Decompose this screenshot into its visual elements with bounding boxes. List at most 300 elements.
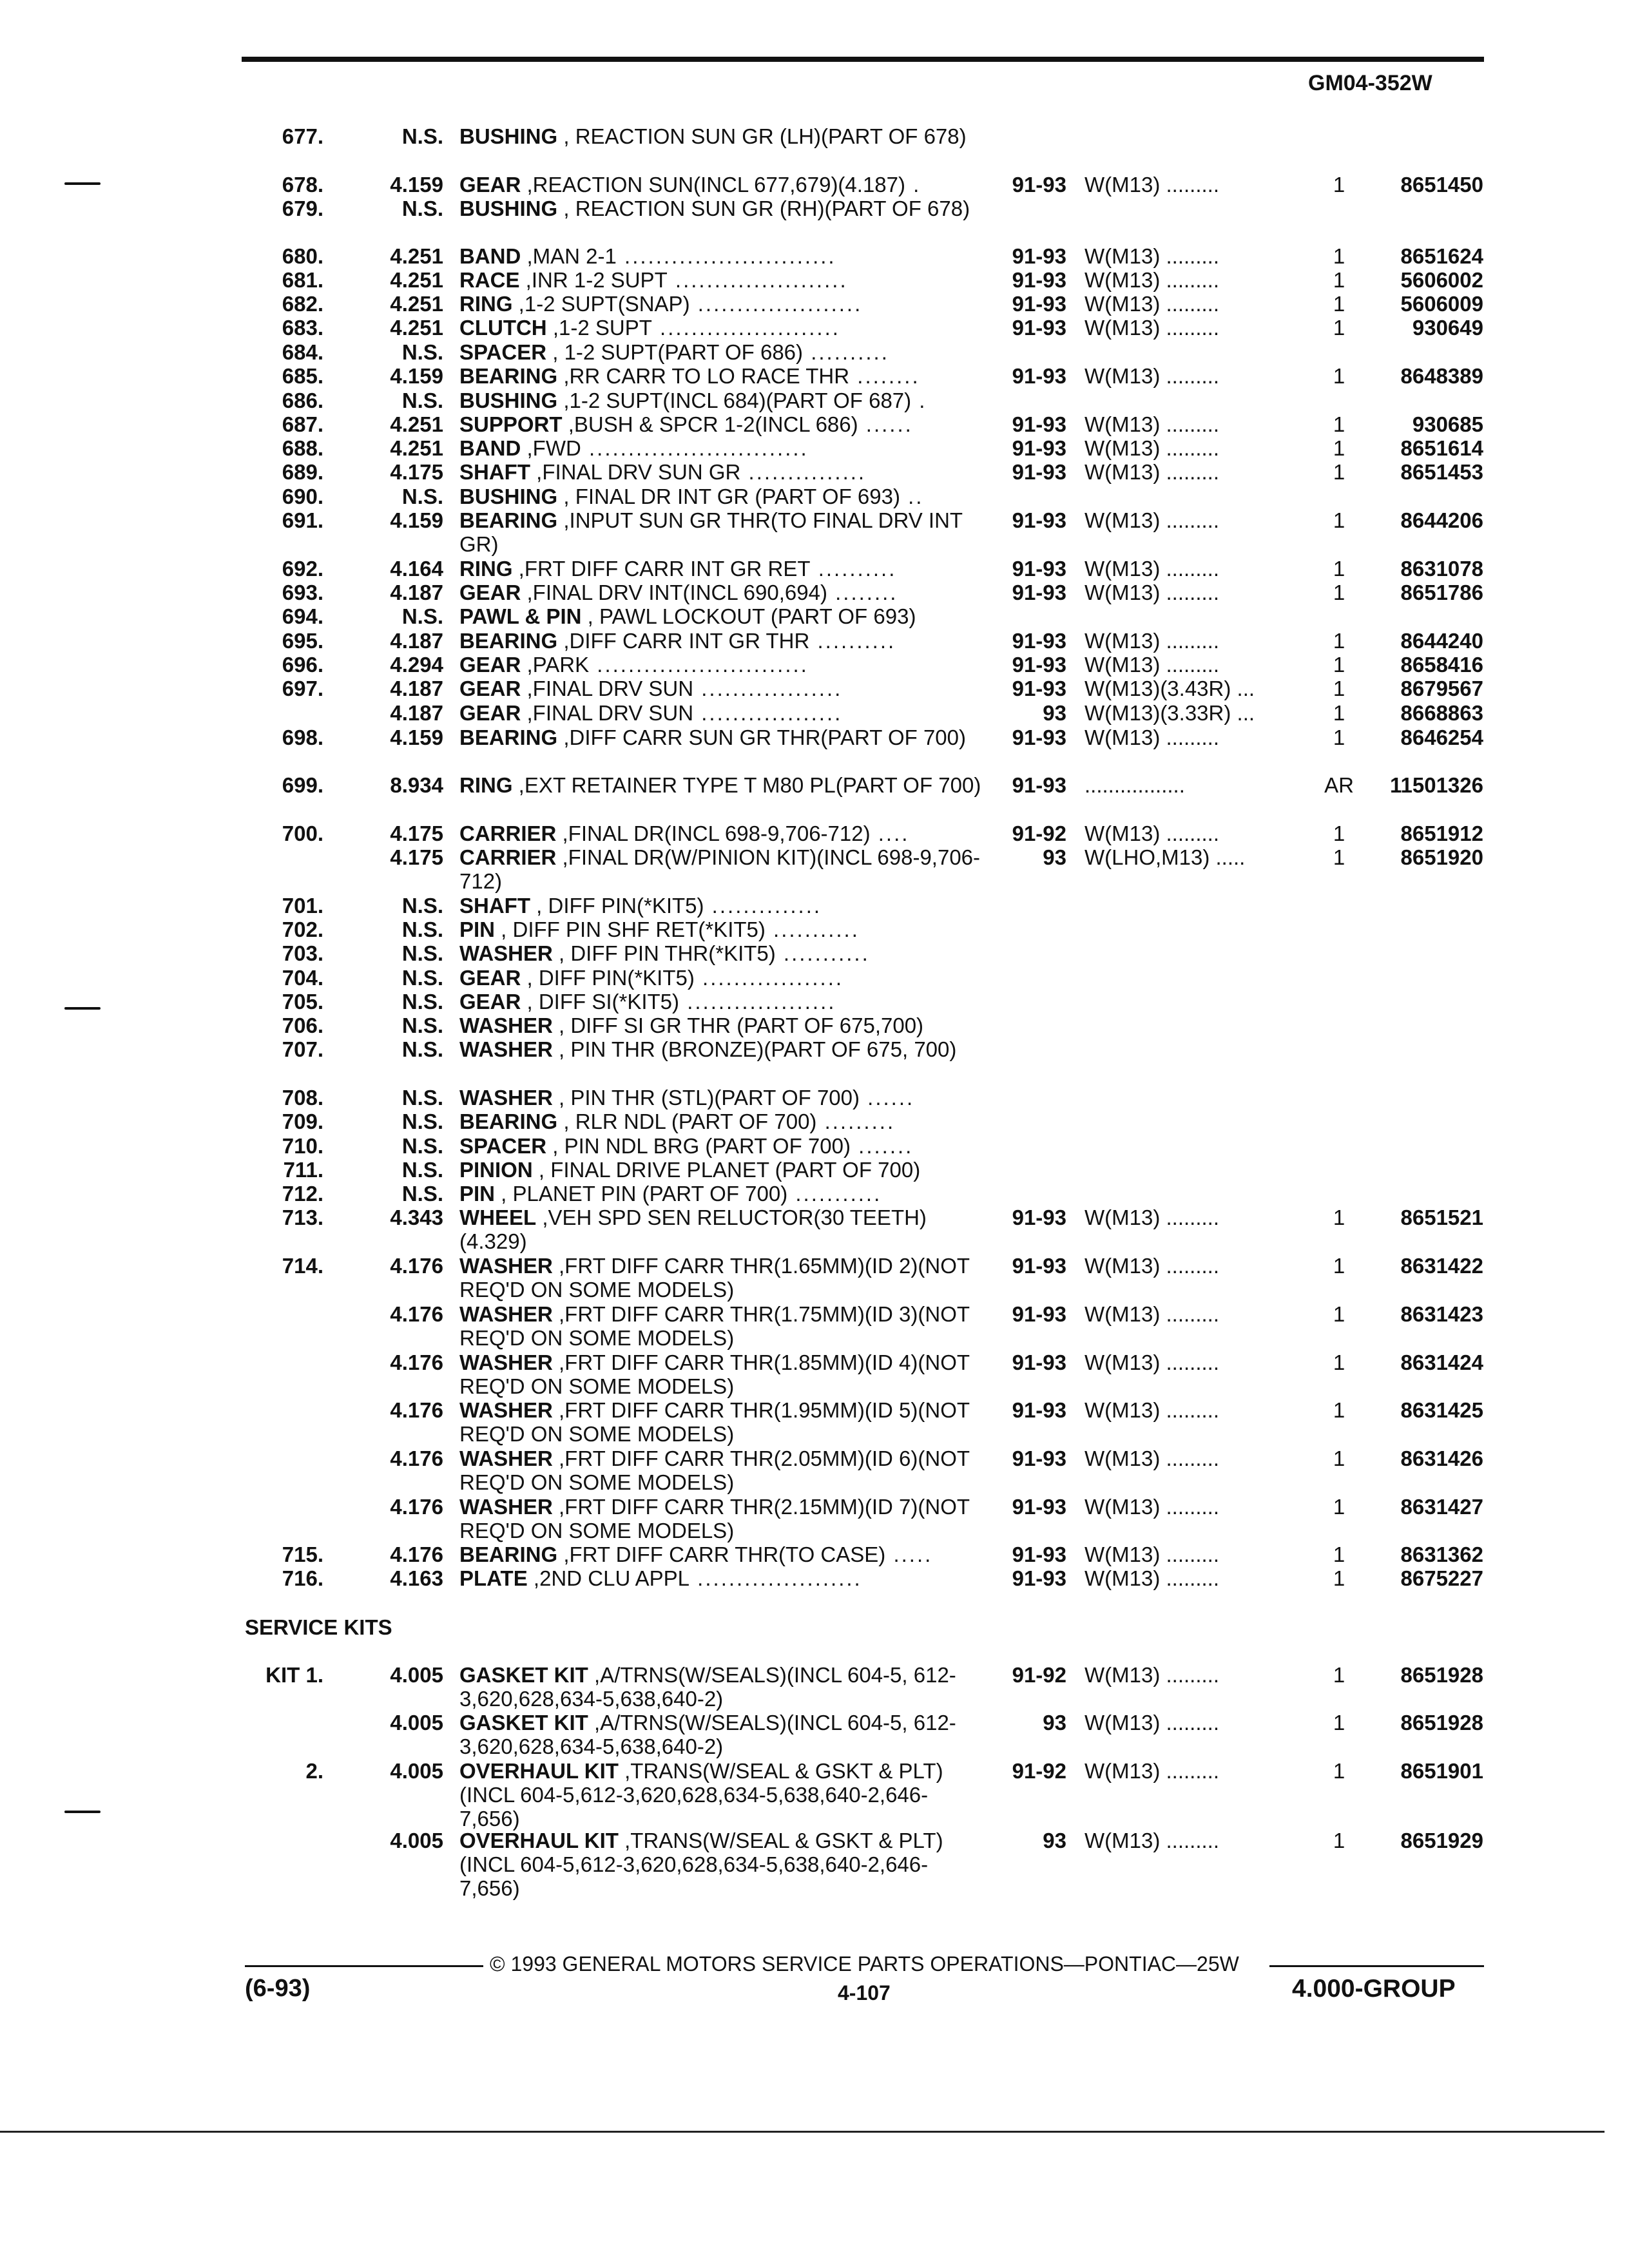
part-description — [459, 966, 988, 990]
part-number: 8651929 — [1400, 1829, 1483, 1852]
part-name: BEARING — [459, 1110, 558, 1133]
item-number: 690. — [282, 485, 323, 508]
part-detail: ,VEH SPD SEN RELUCTOR(30 TEETH)(4.329) — [459, 1206, 927, 1253]
illustration-group: 4.176 — [390, 1302, 443, 1326]
part-number: 8631425 — [1400, 1398, 1483, 1422]
part-name: GEAR — [459, 677, 521, 700]
leader-dots: ..................... — [689, 1566, 862, 1590]
part-description — [459, 726, 988, 749]
part-detail: ,FWD — [521, 436, 581, 460]
model-years: 91-93 — [1012, 460, 1066, 484]
part-number: 8631424 — [1400, 1350, 1483, 1374]
part-number: 8631427 — [1400, 1495, 1483, 1519]
illustration-group: 4.294 — [390, 653, 443, 677]
part-description — [459, 1350, 988, 1398]
part-name: RING — [459, 557, 513, 581]
part-description — [459, 508, 988, 556]
item-number: 708. — [282, 1086, 323, 1110]
part-number: 8668863 — [1400, 701, 1483, 725]
part-detail: ,DIFF CARR SUN GR THR(PART OF 700) — [557, 726, 966, 749]
illustration-group: 4.251 — [390, 244, 443, 268]
usage-code: W(M13) ......... — [1084, 1663, 1220, 1687]
item-number: 712. — [282, 1182, 323, 1206]
quantity: 1 — [1333, 1711, 1345, 1735]
usage-code: W(M13) ......... — [1084, 1350, 1220, 1374]
part-detail: ,A/TRNS(W/SEALS)(INCL 604-5, 612-3,620,628,634-5,638,640-2) — [459, 1663, 956, 1711]
part-description — [459, 822, 988, 845]
leader-dots: ...... — [858, 412, 913, 436]
part-number: 8631423 — [1400, 1302, 1483, 1326]
part-number: 8651928 — [1400, 1711, 1483, 1735]
usage-code: W(M13) ......... — [1084, 1398, 1220, 1422]
part-number: 8651453 — [1400, 460, 1483, 484]
part-description — [459, 1158, 988, 1182]
usage-code: W(M13) ......... — [1084, 244, 1220, 268]
part-number: 8651786 — [1400, 581, 1483, 604]
model-years: 91-93 — [1012, 581, 1066, 604]
part-number: 5606009 — [1400, 292, 1483, 316]
part-description — [459, 1254, 988, 1302]
usage-code: W(M13) ......... — [1084, 1446, 1220, 1470]
item-number: 688. — [282, 436, 323, 460]
illustration-group: 4.251 — [390, 436, 443, 460]
item-number: 677. — [282, 124, 323, 148]
model-years: 91-93 — [1012, 508, 1066, 532]
leader-dots: .................. — [693, 701, 843, 725]
part-name: WHEEL — [459, 1206, 537, 1229]
part-row — [0, 197, 1629, 248]
part-row — [0, 1759, 1629, 1831]
item-number: 695. — [282, 629, 323, 653]
part-row — [0, 1350, 1629, 1402]
part-description — [459, 173, 988, 197]
part-description — [459, 701, 988, 725]
part-description — [459, 316, 988, 340]
item-number: 680. — [282, 244, 323, 268]
part-description — [459, 1206, 988, 1253]
illustration-group: N.S. — [401, 197, 443, 220]
illustration-group: 4.159 — [390, 726, 443, 749]
model-years: 91-93 — [1012, 436, 1066, 460]
part-name: BUSHING — [459, 197, 558, 220]
part-name: BEARING — [459, 1542, 558, 1566]
part-detail: ,FRT DIFF CARR INT GR RET — [512, 557, 811, 581]
usage-code: W(M13) ......... — [1084, 1495, 1220, 1519]
part-description — [459, 918, 988, 941]
part-description — [459, 1182, 988, 1206]
item-number: 709. — [282, 1110, 323, 1133]
illustration-group: 4.175 — [390, 460, 443, 484]
item-number: 714. — [282, 1254, 323, 1278]
leader-dots: ........................... — [589, 653, 809, 677]
part-name: BAND — [459, 244, 521, 268]
item-number: 710. — [282, 1134, 323, 1158]
part-description — [459, 941, 988, 965]
item-number: 698. — [282, 726, 323, 749]
part-name: WASHER — [459, 1014, 553, 1037]
part-name: WASHER — [459, 1398, 553, 1422]
quantity: 1 — [1333, 508, 1345, 532]
part-detail: ,INR 1-2 SUPT — [519, 268, 668, 292]
part-row — [0, 1495, 1629, 1546]
part-row — [0, 1302, 1629, 1354]
quantity: 1 — [1333, 412, 1345, 436]
part-name: GEAR — [459, 990, 521, 1014]
illustration-group: 4.005 — [390, 1711, 443, 1735]
part-name: SHAFT — [459, 460, 530, 484]
part-number: 11501326 — [1389, 773, 1483, 797]
leader-dots: .......... — [810, 557, 897, 581]
revision-date: (6-93) — [245, 1975, 311, 2002]
usage-code: W(M13) ......... — [1084, 1542, 1220, 1566]
part-name: OVERHAUL KIT — [459, 1759, 619, 1783]
item-number: 685. — [282, 364, 323, 388]
part-detail: , PIN NDL BRG (PART OF 700) — [546, 1134, 851, 1158]
item-number: 689. — [282, 460, 323, 484]
part-name: RING — [459, 773, 513, 797]
part-description — [459, 1829, 988, 1900]
part-description — [459, 124, 988, 148]
leader-dots: .............. — [704, 894, 822, 918]
quantity: 1 — [1333, 1446, 1345, 1470]
part-number: 8644240 — [1400, 629, 1483, 653]
quantity: 1 — [1333, 316, 1345, 340]
part-name: WASHER — [459, 1350, 553, 1374]
page-number: 4-107 — [838, 1981, 891, 2004]
footer-rule-right — [1269, 1965, 1484, 1967]
illustration-group: 8.934 — [390, 773, 443, 797]
part-description — [459, 292, 988, 316]
usage-code: W(M13) ......... — [1084, 1759, 1220, 1783]
illustration-group: 4.176 — [390, 1542, 443, 1566]
part-description — [459, 1446, 988, 1494]
illustration-group: N.S. — [401, 1086, 443, 1110]
quantity: 1 — [1333, 1566, 1345, 1590]
part-number: 8644206 — [1400, 508, 1483, 532]
leader-dots: ........................... — [616, 244, 836, 268]
part-detail: ,EXT RETAINER TYPE T M80 PL(PART OF 700) — [512, 773, 981, 797]
part-description — [459, 990, 988, 1014]
part-detail: ,TRANS(W/SEAL & GSKT & PLT)(INCL 604-5,612-3,620,628,634-5,638,640-2,646-7,656) — [459, 1829, 943, 1900]
part-row — [0, 1566, 1629, 1618]
leader-dots: .................. — [693, 677, 843, 700]
part-row — [0, 1206, 1629, 1257]
part-description — [459, 629, 988, 653]
item-number: KIT 1. — [265, 1663, 323, 1687]
usage-code: W(M13) ......... — [1084, 1566, 1220, 1590]
model-years: 91-93 — [1012, 1350, 1066, 1374]
model-years: 91-93 — [1012, 1566, 1066, 1590]
part-name: GEAR — [459, 581, 521, 604]
part-name: PINION — [459, 1158, 533, 1182]
item-number: 697. — [282, 677, 323, 700]
item-number: 684. — [282, 340, 323, 364]
model-years: 91-93 — [1012, 173, 1066, 197]
illustration-group: 4.163 — [390, 1566, 443, 1590]
part-detail: ,FINAL DRV INT(INCL 690,694) — [521, 581, 827, 604]
quantity: 1 — [1333, 629, 1345, 653]
part-description — [459, 1711, 988, 1758]
model-years: 91-92 — [1012, 1759, 1066, 1783]
illustration-group: 4.251 — [390, 412, 443, 436]
illustration-group: N.S. — [401, 1158, 443, 1182]
quantity: 1 — [1333, 701, 1345, 725]
illustration-group: N.S. — [401, 604, 443, 628]
part-name: BAND — [459, 436, 521, 460]
part-detail: , PIN THR (STL)(PART OF 700) — [552, 1086, 860, 1110]
part-detail: , REACTION SUN GR (LH)(PART OF 678) — [557, 124, 967, 148]
leader-dots: . — [911, 389, 927, 412]
quantity: AR — [1324, 773, 1354, 797]
part-name: PAWL & PIN — [459, 604, 582, 628]
part-detail: , PLANET PIN (PART OF 700) — [495, 1182, 788, 1206]
part-detail: , DIFF SI GR THR (PART OF 675,700) — [552, 1014, 924, 1037]
item-number: 701. — [282, 894, 323, 918]
illustration-group: 4.159 — [390, 173, 443, 197]
usage-code: ................. — [1084, 773, 1185, 797]
part-description — [459, 460, 988, 484]
model-years: 91-93 — [1012, 726, 1066, 749]
document-code: GM04-352W — [1308, 71, 1432, 95]
part-detail: ,DIFF CARR INT GR THR — [557, 629, 810, 653]
item-number: 716. — [282, 1566, 323, 1590]
part-detail: ,FRT DIFF CARR THR(2.05MM)(ID 6)(NOT REQ'D ON SOME MODELS) — [459, 1446, 970, 1494]
part-row — [0, 1398, 1629, 1450]
part-description — [459, 1302, 988, 1350]
illustration-group: 4.176 — [390, 1254, 443, 1278]
part-name: WASHER — [459, 1086, 553, 1110]
part-number: 8651920 — [1400, 845, 1483, 869]
illustration-group: 4.164 — [390, 557, 443, 581]
item-number: 707. — [282, 1037, 323, 1061]
item-number: 715. — [282, 1542, 323, 1566]
usage-code: W(M13) ......... — [1084, 629, 1220, 653]
part-name: PIN — [459, 1182, 496, 1206]
item-number: 694. — [282, 604, 323, 628]
part-detail: ,FRT DIFF CARR THR(1.85MM)(ID 4)(NOT REQ'D ON SOME MODELS) — [459, 1350, 970, 1398]
usage-code: W(M13) ......... — [1084, 1206, 1220, 1229]
part-number: 8651901 — [1400, 1759, 1483, 1783]
part-description — [459, 773, 988, 797]
usage-code: W(LHO,M13) ..... — [1084, 845, 1246, 869]
item-number: 711. — [283, 1158, 323, 1182]
part-row — [0, 1663, 1629, 1715]
quantity: 1 — [1333, 1254, 1345, 1278]
usage-code: W(M13) ......... — [1084, 726, 1220, 749]
part-detail: ,1-2 SUPT(SNAP) — [512, 292, 690, 316]
illustration-group: 4.187 — [390, 677, 443, 700]
part-description — [459, 364, 988, 388]
part-detail: ,FRT DIFF CARR THR(2.15MM)(ID 7)(NOT REQ'D ON SOME MODELS) — [459, 1495, 970, 1542]
model-years: 91-93 — [1012, 1495, 1066, 1519]
usage-code: W(M13) ......... — [1084, 581, 1220, 604]
part-name: CARRIER — [459, 845, 557, 869]
part-number: 8651521 — [1400, 1206, 1483, 1229]
part-description — [459, 1037, 988, 1061]
bottom-rule — [0, 2131, 1605, 2133]
item-number: 705. — [282, 990, 323, 1014]
model-years: 91-93 — [1012, 677, 1066, 700]
illustration-group: 4.175 — [390, 822, 443, 845]
part-description — [459, 557, 988, 581]
part-number: 8631362 — [1400, 1542, 1483, 1566]
leader-dots: ............... — [740, 460, 867, 484]
part-detail: ,FINAL DRV SUN GR — [530, 460, 741, 484]
model-years: 91-93 — [1012, 292, 1066, 316]
quantity: 1 — [1333, 677, 1345, 700]
part-name: BUSHING — [459, 389, 558, 412]
part-description — [459, 485, 988, 508]
part-name: SUPPORT — [459, 412, 563, 436]
illustration-group: 4.343 — [390, 1206, 443, 1229]
leader-dots: ...... — [860, 1086, 915, 1110]
illustration-group: N.S. — [401, 1182, 443, 1206]
part-row — [0, 726, 1629, 777]
item-number: 703. — [282, 941, 323, 965]
item-number: 706. — [282, 1014, 323, 1037]
part-detail: ,FINAL DRV SUN — [521, 701, 694, 725]
part-detail: , 1-2 SUPT(PART OF 686) — [546, 340, 804, 364]
part-detail: ,MAN 2-1 — [521, 244, 617, 268]
illustration-group: 4.251 — [390, 316, 443, 340]
illustration-group: N.S. — [401, 990, 443, 1014]
leader-dots: ........... — [787, 1182, 882, 1206]
illustration-group: N.S. — [401, 340, 443, 364]
leader-dots: .... — [870, 822, 910, 845]
part-number: 8651450 — [1400, 173, 1483, 197]
part-name: PIN — [459, 918, 496, 941]
quantity: 1 — [1333, 581, 1345, 604]
part-row — [0, 508, 1629, 560]
service-kits-heading: SERVICE KITS — [245, 1615, 392, 1639]
part-description — [459, 412, 988, 436]
illustration-group: N.S. — [401, 941, 443, 965]
leader-dots: ........... — [765, 918, 860, 941]
quantity: 1 — [1333, 292, 1345, 316]
model-years: 91-93 — [1012, 412, 1066, 436]
quantity: 1 — [1333, 653, 1345, 677]
part-number: 8651614 — [1400, 436, 1483, 460]
usage-code: W(M13) ......... — [1084, 1711, 1220, 1735]
part-name: CLUTCH — [459, 316, 547, 340]
illustration-group: N.S. — [401, 485, 443, 508]
part-description — [459, 604, 988, 628]
usage-code: W(M13) ......... — [1084, 822, 1220, 845]
model-years: 93 — [1043, 845, 1066, 869]
part-number: 8675227 — [1400, 1566, 1483, 1590]
quantity: 1 — [1333, 1495, 1345, 1519]
part-name: WASHER — [459, 1254, 553, 1278]
quantity: 1 — [1333, 557, 1345, 581]
part-detail: ,FRT DIFF CARR THR(TO CASE) — [557, 1542, 886, 1566]
part-row — [0, 1829, 1629, 1900]
item-number: 699. — [282, 773, 323, 797]
leader-dots: .................. — [694, 966, 844, 990]
part-description — [459, 581, 988, 604]
part-detail: ,FRT DIFF CARR THR(1.65MM)(ID 2)(NOT REQ'D ON SOME MODELS) — [459, 1254, 970, 1302]
usage-code: W(M13) ......... — [1084, 436, 1220, 460]
model-years: 91-93 — [1012, 244, 1066, 268]
illustration-group: N.S. — [401, 1110, 443, 1133]
part-number: 5606002 — [1400, 268, 1483, 292]
model-years: 91-93 — [1012, 1446, 1066, 1470]
part-name: SPACER — [459, 340, 547, 364]
quantity: 1 — [1333, 822, 1345, 845]
part-number: 8651624 — [1400, 244, 1483, 268]
part-description — [459, 268, 988, 292]
quantity: 1 — [1333, 364, 1345, 388]
group-label: 4.000-GROUP — [1292, 1975, 1456, 2003]
usage-code: W(M13) ......... — [1084, 292, 1220, 316]
part-row — [0, 1446, 1629, 1498]
illustration-group: 4.176 — [390, 1350, 443, 1374]
illustration-group: 4.159 — [390, 364, 443, 388]
part-description — [459, 1110, 988, 1133]
illustration-group: N.S. — [401, 918, 443, 941]
part-detail: , PIN THR (BRONZE)(PART OF 675, 700) — [552, 1037, 957, 1061]
illustration-group: 4.176 — [390, 1495, 443, 1519]
part-detail: , RLR NDL (PART OF 700) — [557, 1110, 817, 1133]
quantity: 1 — [1333, 1542, 1345, 1566]
part-description — [459, 244, 988, 268]
quantity: 1 — [1333, 1829, 1345, 1852]
leader-dots: ........ — [849, 364, 920, 388]
part-detail: ,A/TRNS(W/SEALS)(INCL 604-5, 612-3,620,628,634-5,638,640-2) — [459, 1711, 956, 1758]
quantity: 1 — [1333, 726, 1345, 749]
illustration-group: 4.251 — [390, 292, 443, 316]
usage-code: W(M13) ......... — [1084, 173, 1220, 197]
item-number: 683. — [282, 316, 323, 340]
part-number: 930685 — [1412, 412, 1483, 436]
leader-dots: .......... — [803, 340, 889, 364]
part-name: GEAR — [459, 173, 521, 197]
part-description — [459, 1542, 988, 1566]
part-row — [0, 1711, 1629, 1762]
part-row — [0, 1037, 1629, 1089]
part-name: WASHER — [459, 1495, 553, 1519]
item-number: 682. — [282, 292, 323, 316]
model-years: 91-93 — [1012, 268, 1066, 292]
part-description — [459, 340, 988, 364]
part-row — [0, 124, 1629, 176]
usage-code: W(M13) ......... — [1084, 1829, 1220, 1852]
part-name: BEARING — [459, 726, 558, 749]
quantity: 1 — [1333, 173, 1345, 197]
part-description — [459, 389, 988, 412]
usage-code: W(M13)(3.33R) ... — [1084, 701, 1255, 725]
part-detail: ,1-2 SUPT — [546, 316, 652, 340]
part-detail: , FINAL DR INT GR (PART OF 693) — [557, 485, 900, 508]
part-number: 8631426 — [1400, 1446, 1483, 1470]
usage-code: W(M13) ......... — [1084, 412, 1220, 436]
quantity: 1 — [1333, 268, 1345, 292]
leader-dots: ................... — [679, 990, 836, 1014]
quantity: 1 — [1333, 1302, 1345, 1326]
item-number: 700. — [282, 822, 323, 845]
item-number: 691. — [282, 508, 323, 532]
quantity: 1 — [1333, 845, 1345, 869]
illustration-group: N.S. — [401, 1037, 443, 1061]
model-years: 91-92 — [1012, 822, 1066, 845]
item-number: 702. — [282, 918, 323, 941]
model-years: 91-93 — [1012, 316, 1066, 340]
part-detail: ,FINAL DR(INCL 698-9,706-712) — [556, 822, 871, 845]
usage-code: W(M13) ......... — [1084, 653, 1220, 677]
part-detail: ,BUSH & SPCR 1-2(INCL 686) — [562, 412, 858, 436]
part-name: BEARING — [459, 364, 558, 388]
part-name: CARRIER — [459, 822, 557, 845]
illustration-group: N.S. — [401, 1014, 443, 1037]
